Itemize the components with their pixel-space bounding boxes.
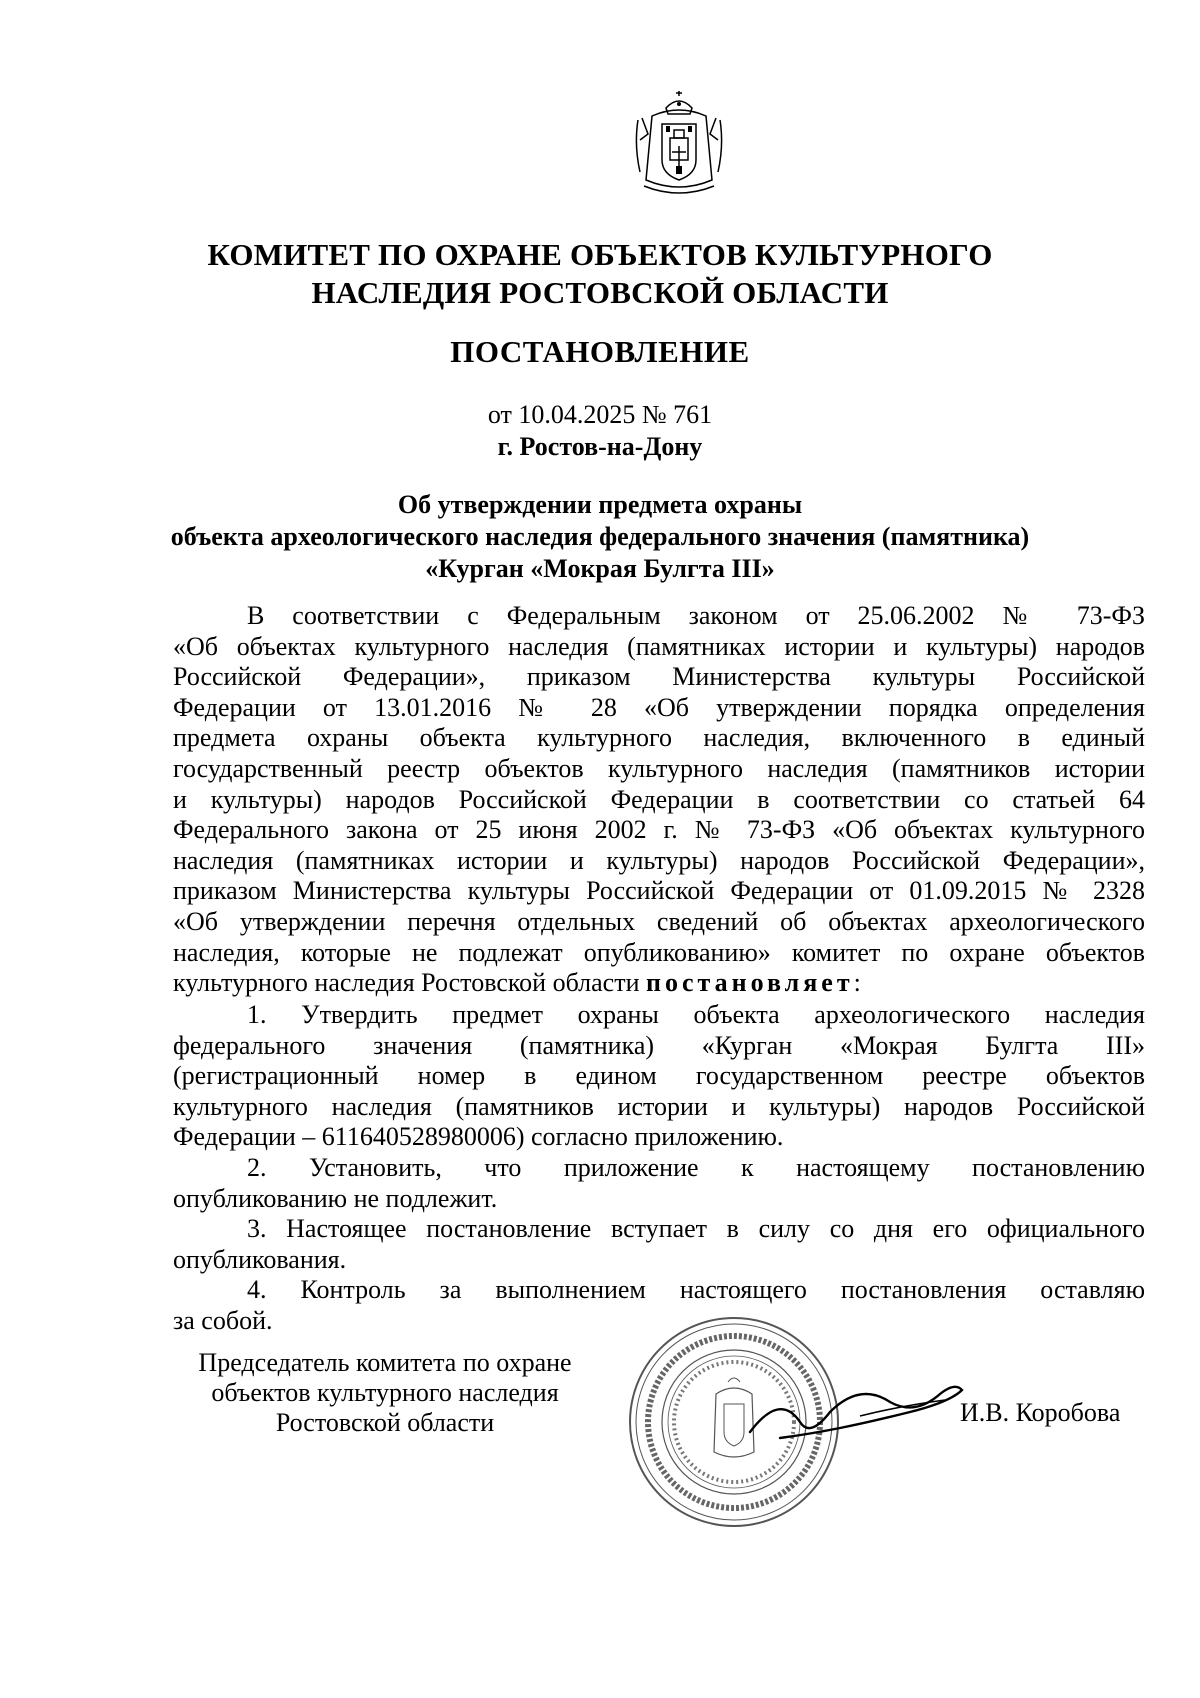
org-name-line-2: НАСЛЕДИЯ РОСТОВСКОЙ ОБЛАСТИ <box>311 275 889 310</box>
document-type: ПОСТАНОВЛЕНИЕ <box>450 334 750 369</box>
item-1-last-line: Федерации – 611640528980006) согласно приложению. <box>173 1122 784 1152</box>
position-line-1: Председатель комитета по охране <box>198 1348 572 1377</box>
item-1-line: (регистрационный номер в едином государственном реестре объектов <box>173 1061 1145 1091</box>
subject-line-1: Об утверждении предмета охраны <box>397 490 803 519</box>
decree-items <box>173 1000 1145 1337</box>
preamble-line: предмета охраны объекта культурного наследия, включенного в единый <box>173 723 1145 753</box>
preamble-line: и культуры) народов Российской Федерации в соответствии со статьей 64 <box>173 784 1145 814</box>
preamble-line: наследия (памятниках истории и культуры) народов Российской Федерации», <box>173 845 1145 875</box>
item-1-line: федерального значения (памятника) «Курган «Мокрая Булгта III» <box>173 1030 1145 1060</box>
preamble-line: Федерации от 13.01.2016 № 28 «Об утверждении порядка определения <box>173 692 1145 722</box>
decree-colon: : <box>853 968 861 998</box>
preamble-line: Федерального закона от 25 июня 2002 г. № 73-ФЗ «Об объектах культурного <box>173 815 1145 845</box>
item-4-last-line: за собой. <box>173 1305 273 1335</box>
document-date-number: от 10.04.2025 № 761 <box>487 400 713 429</box>
preamble-line: «Об объектах культурного наследия (памятниках истории и культуры) народов <box>173 631 1145 661</box>
subject-line-3: «Курган «Мокрая Булгта III» <box>425 554 775 583</box>
subject-line-2: объекта археологического наследия федерального значения (памятника) <box>170 522 1030 551</box>
item-4-line: 4. Контроль за выполнением настоящего постановления оставляю <box>247 1275 1145 1305</box>
handwritten-signature <box>740 1372 970 1452</box>
preamble-last-line <box>173 968 1145 999</box>
preamble-line: приказом Министерства культуры Российской Федерации от 01.09.2015 № 2328 <box>173 876 1145 906</box>
item-2-last-line: опубликованию не подлежит. <box>173 1183 498 1213</box>
document-subject <box>0 489 1200 585</box>
preamble-line: В соответствии с Федеральным законом от 25.06.2002 № 73-ФЗ <box>247 601 1145 630</box>
preamble-line: Российской Федерации», приказом Министерства культуры Российской <box>173 662 1145 692</box>
preamble-line: государственный реестр объектов культурного наследия (памятников истории <box>173 753 1145 783</box>
signatory-position <box>170 1348 600 1438</box>
organization-name <box>0 236 1200 312</box>
signatory-name: И.В. Коробова <box>960 1398 1121 1427</box>
preamble-line: «Об утверждении перечня отдельных сведений об объектах археологического <box>173 906 1145 936</box>
item-2-line: 2. Установить, что приложение к настоящему постановлению <box>247 1152 1145 1182</box>
item-1-line: культурного наследия (памятников истории и культуры) народов Российской <box>173 1091 1145 1121</box>
item-1-line: 1. Утвердить предмет охраны объекта археологического наследия <box>247 1000 1145 1029</box>
preamble-last-text: культурного наследия Ростовской области <box>173 968 647 998</box>
preamble-line: наследия, которые не подлежат опубликованию» комитет по охране объектов <box>173 937 1145 967</box>
position-line-3: Ростовской области <box>275 1408 495 1437</box>
document-city: г. Ростов-на-Дону <box>497 432 703 461</box>
preamble-paragraph <box>173 601 1145 999</box>
coat-of-arms-emblem <box>624 90 734 200</box>
item-3-line: 3. Настоящее постановление вступает в силу со дня его официального <box>247 1214 1145 1244</box>
item-3-last-line: опубликования. <box>173 1244 347 1274</box>
org-name-line-1: КОМИТЕТ ПО ОХРАНЕ ОБЪЕКТОВ КУЛЬТУРНОГО <box>207 237 993 272</box>
position-line-2: объектов культурного наследия <box>211 1378 559 1407</box>
decree-word: постановляет <box>646 968 854 998</box>
